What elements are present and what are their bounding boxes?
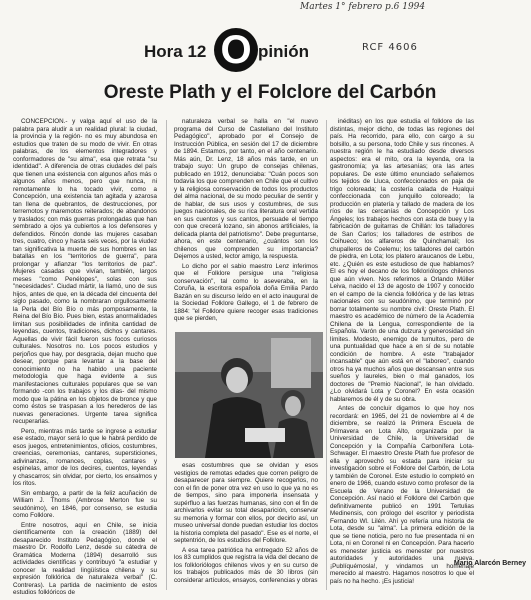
article-column-middle-top: [174, 118, 318, 328]
photo-illustration: [175, 332, 323, 458]
author-signature: Mario Alarcón Berney: [453, 560, 526, 567]
paragraph: Antes de concluir digamos lo que hoy nos recordará: en 1965, del 21 de noviembre al 4 de diciembre, se realizó la Primera Escuela de Primavera en Lota Alto, organizada por la Universidad de Chile, la Universidad de Concepción y la Compañía Carbonífera Lota-Schwager. El maestro Oreste Plath fue profesor de ella y aprovechó su estada para iniciar su investigación sobre el Folklore del Carbón, de Lota y también de Coronel. Este estudio lo completó en enero de 1966, cuando estuvo como profesor de la Escuela de Verano de la Universidad de Concepción. Así nació el Folklore del Carbón que definitivamente publicó en 1991 Tertulias Medinensis, con prólogo del escritor y periodista Fernando Wl. Lilén. Ahí yo refería una historia de Lota, desde su "alma". La primera edición de la que se tiene noticia, pero no fue presentada ni en Lota, ni en Coronel ni en Concepción. Para hacerlo es menester justicia es menester por nuestros autoridades y autoridades una nueva. ¡Publíquémosla!, y vindamos un homenaje merecido al maestro. Hagamos nosotros lo que el país no ha hecho. ¡Es justicia!: [330, 405, 474, 585]
paragraph: Entre nosotros, aquí en Chile, se inicia científicamente con la creación (1889) del desaparecido Instituto Pedagógico, donde el maestro Dr. Rodolfo Lenz, desde su cátedra de Gramática Moderna (1894) desarrolló sus actividades científicas y contribuyó "a estudiar y conocer la realidad lingüística chilena y su expresión folklórica de naturaleza verbal" (C. Contreras). La partida de nacimiento de estos estudios folklóricos de: [13, 521, 157, 596]
paragraph: Pero, mientras más tarde se ingrese a estudiar ese estado, mayor será lo que le habrá perdido de esos juegos, entretenimientos, oficios, costumbres, creencias, ceremonias, cantares, supersticiones, adivinanzas, romances, coplas, cantares y espinelas, amor de los decires, cuentos, leyendas y chascarros; sin olvidar, por cierto, los ensalmos y los ritos.: [13, 427, 157, 487]
column-divider: [166, 120, 167, 590]
paragraph: inéditas) en los que estudia el folklore de las distintas, mejor dicho, de todas las regiones del país. Ha recorrido, para ello, con cargo a su bolsillo, a su persona, todo Chile y sus rincones. A nuestra región le ha estudiado desde diversos aspectos: era el mito, ora la leyenda, ora la gastronomía; ya las artesanías; ora las artes populares. De este último enunciado señalemos los tejidos de Lluca, confeccionados en paja de trigo coloreada; la costería calada de Hualqui confeccionada con junquillo coloreado; la producción en platería y tallado de madera de los ríos de las cercanías de Concepción y Los Ángeles; los trabajos hechos con asta de buey y la fabricación de guitarras de Chillán: los talladores de San Carlos; los talladores de estribos de Coihueco; los alfareros de Quinchamalí; los chupalleros de Coelemu; los talladores del carbón de piedra, en Lota; los platero araucanos de Lebu, etc. ¿Quién es este estudioso de que hablamos? El es hoy el decano de los folkloriólogos chilenos que aún viven. Nos referimos a Orlando Müller Leiva, nacido el 13 de agosto de 1907 y conocido en el campo de la ciencia folklórica y de las letras nacionales con su seudónimo, que terminó por borrar totalmente su nombre civil: Oreste Plath. El maestro es académico de número de la Academia Chilena de la Lengua, correspondiente de la Española. Varón de una dulzura y generosidad sin límites. Modesto, enemigo de tumultos, pero de una puntualidad que hace a en sí de su notable condición de hombre. A este "trabajador incansable" que aún está en el "laboreo", cuando otros ha ya muchos años que descansan entre sus sueños y laureles, bien o mal ganados, los doctores de "Premio Nacional", le han olvidado. ¿Lo olvidará Lota y Coronel? En esta ocasión hablaremos de él y de su obra.: [330, 118, 474, 403]
article-column-middle-bottom: [174, 462, 318, 590]
section-o-logo: O: [214, 28, 258, 72]
section-pinion-label: pinión: [258, 42, 309, 61]
paragraph: esas costumbres que se olvidan y esos vestigios de remotas edades que corren peligro de desaparecer para siempre. Quiere recogerlos, no con el fin de poner otra vez en uso lo que ya no es de tiempos, sino para imponerla insensata y supérfluo a las fuerzas humanas, sino con el fin de archivarlos evitar su total desaparición, conservar su memoria y formar con ellos, por decirlo así, un museo universal donde puedan estudiar los doctos la historia completa del pasado". Ese es el norte, el septentrión, de los estudios del Folklore.: [174, 462, 318, 544]
handwritten-date-note: Martes 1° febrero p.6 1994: [300, 2, 426, 12]
paragraph: Lo dicho por el sabio maestro Lenz inferimos que el Folklore persigue una "religiosa conservación", tal como lo aseveraba, en la Coruña, la escritora española doña Emilia Pardo Bazán en su discurso leído en el acto inaugural de la Sociedad Folklore Gallego, el 1 de febrero de 1884: "el Folklore quiere recoger esas tradiciones que se pierden,: [174, 262, 318, 322]
paragraph: naturaleza verbal se halla en "el nuevo programa del Curso de Castellano del Instituto Pedagógico", aprobado por el Consejo de Instrucción Pública, en sesión del 17 de diciembre de 1894. Estamos, por tanto, en el año centenario. Más aún, Dr. Lenz, 18 años más tarde, en un trabajo suyo: Un grupo de consejas chilenas, publicado en 1912, denunciaba: "Cuán pocos son todavía los que comprenden en Chile que el cultivo y la religiosa conservación de todos los productos del alma nacional, de su modo peculiar de sentir y de hablar, de sus usos y costumbres, de sus juegos nacionales, de su rica literatura oral vertida en sus cuentos y sus cantos, persuade el tiempo con que crecerá lozano, sin abonos artificiales, la delicada planta del patriotismo". Debe preguntarse, ahora, en este centenario, ¿cuántos son los chilenos que comprenden su importancia? Dejemos a usted, lector amigo, la respuesta.: [174, 118, 318, 260]
article-column-right: [330, 118, 474, 585]
article-column-left: [13, 118, 157, 596]
column-divider: [326, 120, 327, 590]
article-headline: Oreste Plath y el Folclore del Carbón: [103, 82, 437, 103]
archive-stamp: RCF 4606: [362, 42, 418, 53]
paragraph: A esa tarea patriótica ha entregado 52 años de los 83 cumplidos que registra la vida del decano de los folkloriólogos chilenos vivos y en su curso de los trabajos publicados más de 30 libros (sin considerar artículos, ensayos, conferencias y obras: [174, 546, 318, 584]
paragraph: Sin embargo, a partir de la feliz acuñación de William J. Thoms (Ambrose Merton fue su seudónimo), en 1846, por consenso, se estudia como Folklore.: [13, 489, 157, 519]
section-hora-label: Hora 12: [144, 42, 207, 61]
article-photo: [175, 332, 323, 458]
section-header: [144, 28, 354, 80]
paragraph: CONCEPCION.- y valga aquí el uso de la palabra para aludir a un realidad plural: la ciudad, la provincia y la región- no es muy abundosa en estudios que traten de su modo de vivir. En otras palabras, de los elementos integradores y conformadores de "su alma", esa que retrata "su identidad". A diferencia de otras ciudades del país que tienen una existencia con algunos años más o algunos años menos, pero que nunca, ni remotamente lo ha tocado vivir, como a Concepción, una existencia tan agitada y azarosa tan llena de quebrantos, de destrucciones, por terremotos y maremotos reiterados; de abandonos y traslados; con más guerras prolongadas que han sembrado a ojos ya cubiertos a los defensores y defendidos. Rincón donde las mujeres casaban tres, cuatro, cinco y hasta seis veces, por la viudez tan significativa la muerte de sus hombres en las batallas en los "territorios de guerra", para prolongar y afianzar "los territorios de paz". Mujeres casadas que vivían, también, largos meses "como Penélopes", solas con sus "necesidades". Ciudad mártir, la llamó, uno de sus hijos, antes de que, en la década del cincuenta del siglo pasado, como la nombraran orgullosamente la Perla del Bío Bío o más pomposamente, la Reina del Bío Bío. Pues bien, estas anormalidades limitan sus posibilidades de infinita cantidad de leyendas, cuentos, tradiciones, dichos y cantares. Aquellas de vivir fácil fueron sus focos curiosos culturales. Nosotros no. Los pocos estudios y perjoños que hay, por desgracia, dejan mucho que desear, porque para levantar a la base del conocimiento no ha habido una paciente metodología que haga evidente a sus manifestaciones culturales populares que se van formando -con los trabajos y los días- del mismo modo que la pátina en los objetos de bronce y que como éstos se traspasan a los herederos de las nuevas generaciones. Urgente tarea significa recuperarlas.: [13, 118, 157, 425]
